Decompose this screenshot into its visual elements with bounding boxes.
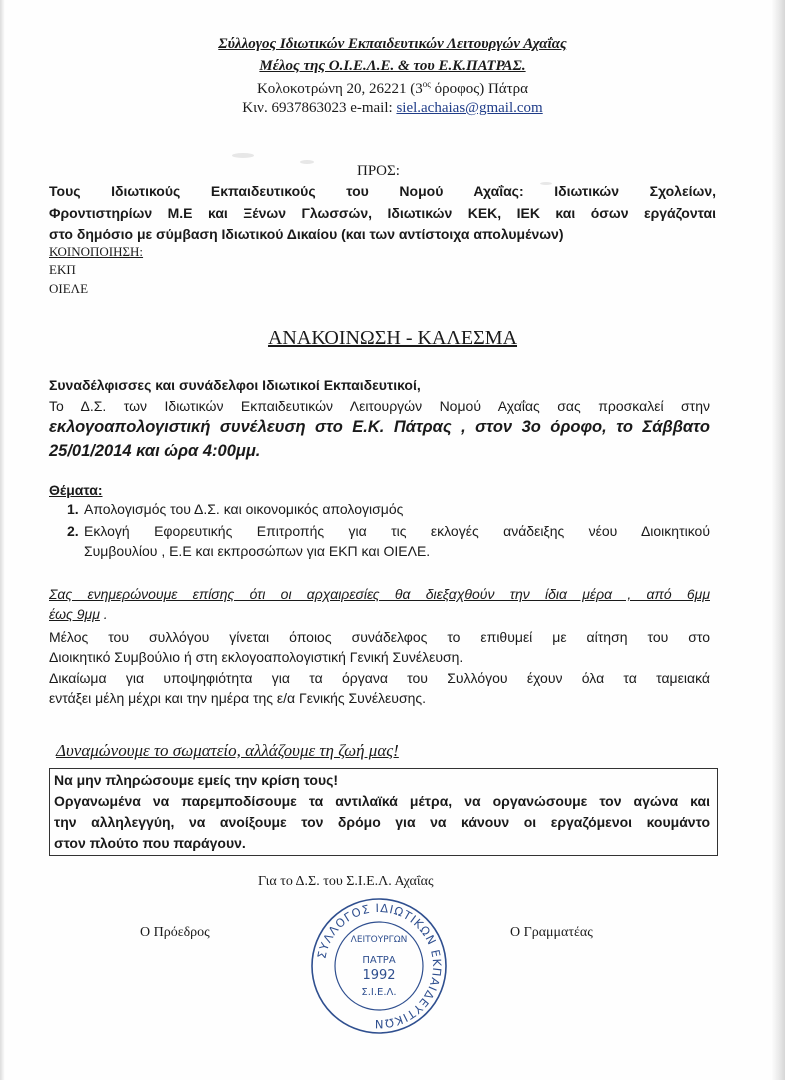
recipients-line-3: στο δημόσιο με σύμβαση Ιδιωτικού Δικαίου (και των αντίστοιχα απολυμένων) — [49, 226, 564, 242]
cc-item-oiele: ΟΙΕΛΕ — [49, 281, 89, 296]
elections-notice-line-2 — [49, 606, 108, 622]
president-label: Ο Πρόεδρος — [140, 925, 210, 940]
member-of-text: Μέλος της Ο.Ι.Ε.Λ.Ε. & του Ε.Κ.ΠΑΤΡΑΣ. — [259, 58, 526, 74]
topic-2-number: 2. — [67, 523, 79, 539]
cc-item-ekp: ΕΚΠ — [49, 262, 76, 277]
topic-2-line-2: Συμβουλίου , Ε.Ε και εκπροσώπων για ΕΚΠ και ΟΙΕΛΕ. — [84, 543, 431, 559]
announcement-title — [0, 327, 785, 350]
stamp-year: 1992 — [362, 968, 396, 983]
scan-smudge — [232, 153, 254, 158]
scan-smudge — [300, 160, 314, 164]
contact-line — [0, 100, 785, 117]
elections-notice-tail: . — [99, 606, 108, 622]
membership-line-1: Μέλος του συλλόγου γίνεται όποιος συνάδελφος το επιθυμεί με αίτηση του στο — [49, 629, 710, 645]
member-of — [0, 58, 785, 75]
topics-label: Θέματα: — [49, 482, 103, 498]
eligibility-line-1: Δικαίωμα για υποψηφιότητα για τα όργανα του Συλλόγου έχουν όλα τα ταμειακά — [49, 670, 710, 686]
topic-1: Απολογισμός του Δ.Σ. και οικονομικός απολογισμός — [84, 501, 404, 517]
address-sup: ος — [422, 79, 431, 89]
to-label: ΠΡΟΣ: — [357, 163, 400, 179]
recipients-line-1: Τους Ιδιωτικούς Εκπαιδευτικούς του Νομού Αχαΐας: Ιδιωτικών Σχολείων, — [49, 183, 716, 199]
topic-2-line-1: Εκλογή Εφορευτικής Επιτροπής για τις εκλογές ανάδειξης νέου Διοικητικού — [84, 523, 710, 539]
invitation-line-2: εκλογοαπολογιστική συνέλευση στο Ε.Κ. Πάτρας , στον 3ο όροφο, το Σάββατο — [49, 418, 710, 436]
slogan-line-2: Οργανωμένα να παρεμποδίσουμε τα αντιλαϊκά μέτρα, να οργανώσουμε τον αγώνα και — [54, 793, 710, 809]
stamp-inner-top: ΛΕΙΤΟΥΡΓΩΝ — [350, 935, 408, 945]
elections-notice-time: έως 9μμ — [49, 606, 100, 622]
invitation-line-1: Το Δ.Σ. των Ιδιωτικών Εκπαιδευτικών Λειτουργών Νομού Αχαΐας σας προσκαλεί στην — [49, 398, 710, 414]
invitation-line-3: 25/01/2014 και ώρα 4:00μμ. — [49, 442, 261, 460]
recipients-line-2: Φροντιστηρίων Μ.Ε και Ξένων Γλωσσών, Ιδιωτικών ΚΕΚ, ΙΕΚ και όσων εργάζονται — [49, 205, 716, 221]
stamp-ring-text: ΣΥΛΛΟΓΟΣ ΙΔΙΩΤΙΚΩΝ ΕΚΠΑΙΔΕΥΤΙΚΩΝ — [314, 900, 445, 1032]
elections-notice-line-1: Σας ενημερώνουμε επίσης ότι οι αρχαιρεσίες θα διεξαχθούν την ίδια μέρα , από 6μμ — [49, 586, 710, 602]
slogan-line-4: στον πλούτο που παράγουν. — [54, 835, 246, 851]
stamp-city: ΠΑΤΡΑ — [362, 955, 396, 966]
association-stamp — [308, 895, 450, 1037]
email-label: e-mail: — [346, 100, 397, 116]
cc-label: ΚΟΙΝΟΠΟΙΗΣΗ: — [49, 244, 144, 259]
address — [0, 79, 785, 98]
scan-edge-right — [771, 0, 785, 1080]
org-name-text: Σύλλογος Ιδιωτικών Εκπαιδευτικών Λειτουργών Αχαΐας — [218, 36, 567, 52]
announcement-title-text: ΑΝΑΚΟΙΝΩΣΗ - ΚΑΛΕΣΜΑ — [267, 327, 518, 349]
slogan-headline: Δυναμώνουμε το σωματείο, αλλάζουμε τη ζωή μας! — [56, 741, 399, 760]
topic-1-number: 1. — [67, 501, 79, 517]
on-behalf-of-board: Για το Δ.Σ. του Σ.Ι.Ε.Λ. Αχαΐας — [258, 874, 434, 889]
stamp-outer-ring — [312, 899, 446, 1033]
address-pre: Κολοκοτρώνη 20, 26221 (3 — [256, 81, 423, 97]
slogan-line-3: την αλληλεγγύη, να ανοίξουμε τον δρόμο για να κάνουν οι εργαζόμενοι κουμάντο — [54, 814, 710, 830]
stamp-abbr: Σ.Ι.Ε.Λ. — [361, 987, 397, 998]
eligibility-line-2: εντάξει μέλη μέχρι και την ημέρα της ε/α Γενικής Συνέλευσης. — [49, 690, 427, 706]
phone-number: Κιν. 6937863023 — [242, 100, 347, 116]
slogan-line-1: Να μην πληρώσουμε εμείς την κρίση τους! — [54, 772, 339, 788]
scan-edge-left — [0, 0, 5, 1080]
address-post: όροφος) Πάτρα — [430, 81, 529, 97]
membership-line-2: Διοικητικό Συμβούλιο ή στη εκλογοαπολογιστική Γενική Συνέλευση. — [49, 649, 464, 665]
org-name — [0, 36, 785, 53]
secretary-label: Ο Γραμματέας — [510, 925, 593, 940]
email-link[interactable]: siel.achaias@gmail.com — [396, 100, 543, 116]
greeting: Συναδέλφισσες και συνάδελφοι Ιδιωτικοί Εκπαιδευτικοί, — [49, 377, 421, 393]
